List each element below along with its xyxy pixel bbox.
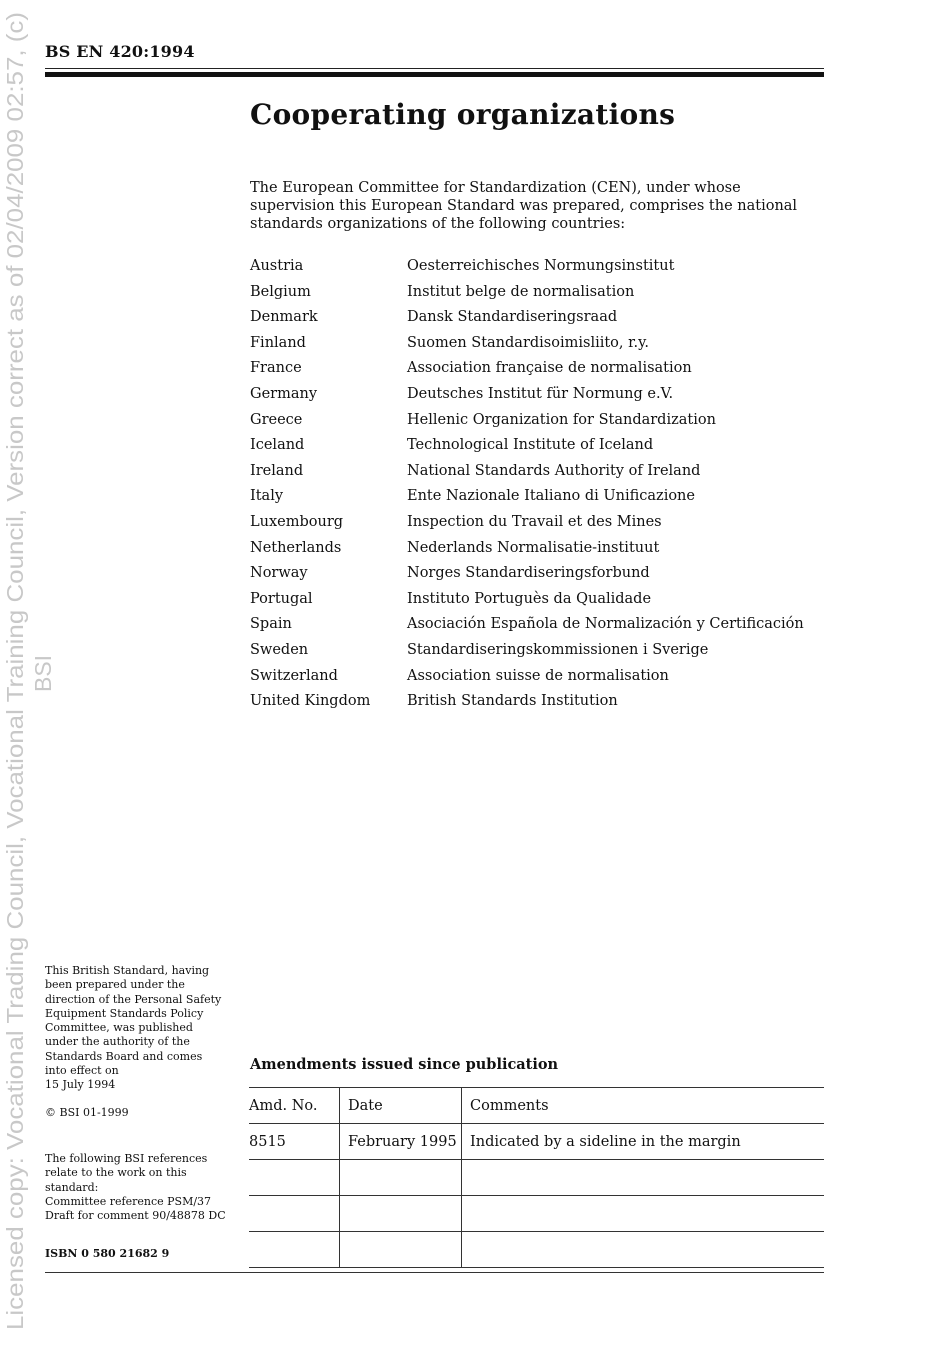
publication-note-line: been prepared under the (45, 978, 185, 992)
organization-country: Ireland (250, 462, 304, 479)
references-note-line: Draft for comment 90/48878 DC (45, 1209, 226, 1223)
amendment-row (249, 1160, 824, 1196)
amendment-comment: Indicated by a sideline in the margin (462, 1124, 825, 1160)
organization-row (250, 333, 830, 359)
header-amd-no: Amd. No. (249, 1088, 340, 1124)
amendments-table (249, 1087, 824, 1268)
organization-row (250, 691, 830, 717)
organization-country: Italy (250, 488, 284, 505)
organization-row (250, 358, 830, 384)
amendment-date (340, 1196, 462, 1232)
organization-country: Iceland (250, 437, 305, 454)
watermark-svg (0, 0, 62, 1345)
amendment-comment (462, 1232, 825, 1268)
footer-rule (249, 1272, 824, 1273)
organization-row (250, 256, 830, 282)
amendment-row (249, 1124, 824, 1160)
organization-row (250, 384, 830, 410)
amendment-row (249, 1232, 824, 1268)
footer-rule-left (45, 1272, 249, 1273)
page-title: Cooperating organizations (250, 98, 676, 131)
organization-row (250, 307, 830, 333)
organization-row (250, 563, 830, 589)
organization-name: Nederlands Normalisatie-instituut (407, 539, 660, 556)
publication-note-line: into effect on (45, 1064, 119, 1078)
copyright-note: © BSI 01-1999 (45, 1106, 129, 1119)
organization-row (250, 614, 830, 640)
organization-row (250, 666, 830, 692)
organization-country: Greece (250, 411, 303, 428)
organization-country: Netherlands (250, 539, 342, 556)
watermark-line-2: BSI (30, 654, 56, 692)
organization-country: Norway (250, 565, 308, 582)
header-date: Date (340, 1088, 462, 1124)
amendment-number (249, 1196, 340, 1232)
organization-row (250, 461, 830, 487)
standard-identifier: BS EN 420:1994 (45, 42, 195, 61)
references-note-line: Committee reference PSM/37 (45, 1194, 212, 1208)
organization-country: Austria (250, 258, 304, 274)
organization-row (250, 640, 830, 666)
organization-name: Ente Nazionale Italiano di Unificazione (407, 488, 695, 505)
organization-row (250, 435, 830, 461)
organization-name: National Standards Authority of Ireland (407, 462, 701, 479)
organization-row (250, 512, 830, 538)
organization-country: Finland (250, 334, 306, 351)
publication-note-line: Equipment Standards Policy (45, 1006, 204, 1020)
organization-row (250, 282, 830, 308)
amendments-header-row (249, 1088, 824, 1124)
amendments-title: Amendments issued since publication (250, 1056, 559, 1073)
organization-row (250, 410, 830, 436)
amendment-row (249, 1196, 824, 1232)
organization-country: Belgium (250, 283, 311, 300)
organization-country: Spain (250, 616, 292, 633)
publication-note-line: This British Standard, having (45, 964, 210, 977)
header-rule-thin (45, 68, 824, 69)
organization-country: Portugal (250, 590, 313, 607)
amendment-comment (462, 1196, 825, 1232)
organization-name: Standardiseringskommissionen i Sverige (407, 641, 709, 658)
publication-note (45, 964, 245, 1093)
amendment-date (340, 1232, 462, 1268)
header-comments: Comments (462, 1088, 825, 1124)
organization-country: Switzerland (250, 667, 338, 684)
organization-name: Dansk Standardiseringsraad (407, 309, 618, 326)
publication-note-line: 15 July 1994 (45, 1078, 116, 1092)
watermark-line-1: Licensed copy: Vocational Trading Council, Vocational Training Council, Version correct as of 02/04/2009 02:57, (c) (2, 160, 28, 1330)
organization-row (250, 589, 830, 615)
amendment-date: February 1995 (340, 1124, 462, 1160)
references-note (45, 1152, 245, 1223)
organization-country: France (250, 360, 302, 377)
organization-name: Inspection du Travail et des Mines (407, 513, 662, 530)
organization-country: Germany (250, 385, 318, 402)
publication-note-line: under the authority of the (45, 1035, 190, 1049)
organization-country: Sweden (250, 641, 309, 658)
organization-name: Asociación Española de Normalización y Certificación (407, 616, 804, 633)
organization-name: Technological Institute of Iceland (407, 437, 654, 454)
organization-country: Denmark (250, 309, 318, 326)
license-watermark (0, 0, 62, 1345)
isbn: ISBN 0 580 21682 9 (45, 1247, 170, 1260)
organization-name: Institut belge de normalisation (407, 283, 635, 300)
intro-paragraph: The European Committee for Standardization (CEN), under whose supervision this European Standard was prepared, comprises the national standards organizations of the following countries: (250, 180, 798, 232)
organization-name: British Standards Institution (407, 693, 618, 710)
organization-name: Association française de normalisation (407, 360, 692, 377)
organization-name: Oesterreichisches Normungsinstitut (407, 258, 675, 274)
organization-name: Deutsches Institut für Normung e.V. (407, 385, 674, 402)
references-note-line: standard: (45, 1180, 99, 1194)
amendment-number (249, 1160, 340, 1196)
organization-row (250, 538, 830, 564)
organization-name: Hellenic Organization for Standardization (407, 411, 716, 428)
amendment-date (340, 1160, 462, 1196)
organization-country: United Kingdom (250, 693, 371, 710)
publication-note-line: Committee, was published (45, 1021, 193, 1035)
organization-name: Association suisse de normalisation (407, 667, 669, 684)
publication-note-line: direction of the Personal Safety (45, 992, 222, 1006)
references-note-line: The following BSI references (45, 1152, 208, 1165)
organization-list (250, 256, 830, 717)
amendment-number (249, 1232, 340, 1268)
organization-row (250, 486, 830, 512)
organization-name: Instituto Portuguès da Qualidade (407, 590, 652, 607)
references-note-line: relate to the work on this (45, 1166, 187, 1180)
amendment-comment (462, 1160, 825, 1196)
header-rule-thick (45, 72, 824, 77)
amendment-number: 8515 (249, 1124, 340, 1160)
organization-country: Luxembourg (250, 513, 344, 530)
publication-note-line: Standards Board and comes (45, 1049, 203, 1063)
organization-name: Suomen Standardisoimisliito, r.y. (407, 334, 649, 351)
organization-name: Norges Standardiseringsforbund (407, 565, 650, 582)
